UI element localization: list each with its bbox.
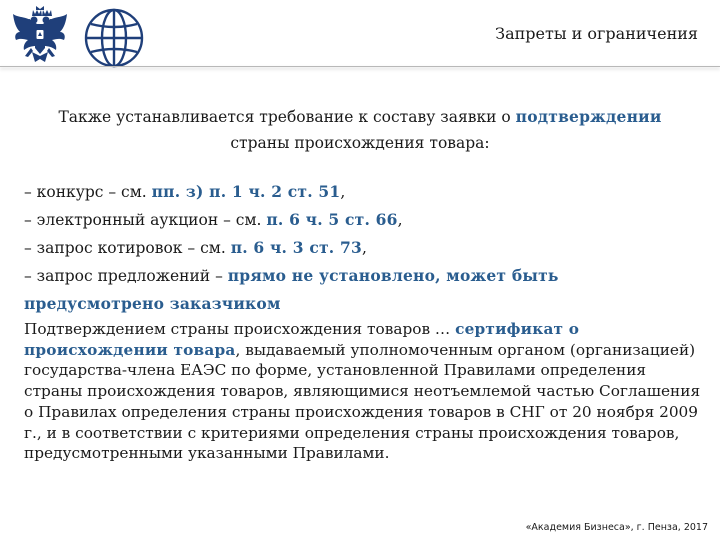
footer-caption: «Академия Бизнеса», г. Пенза, 2017: [525, 522, 708, 533]
list-item-label: – конкурс – см.: [24, 183, 152, 201]
list-item-label: – запрос котировок – см.: [24, 239, 231, 257]
definition-text-end: , выдаваемый уполномоченным органом (организацией) государства-члена ЕАЭС по форме, установленной Правилами определения страны происхождения товаров, являющимися неотъемлемой частью Соглашения о Правилах определения страны происхождения товаров в СНГ от 20 ноября 2009 г., и в соответствии с критериями определения страны происхождения товаров, предусмотренными указанными Правилами.: [24, 340, 701, 463]
intro-paragraph: [40, 104, 680, 156]
coat-of-arms-icon: [10, 6, 70, 70]
list-item: [24, 262, 704, 318]
list-item-label: – электронный аукцион – см.: [24, 211, 267, 229]
list-item: [24, 178, 704, 206]
intro-highlight: подтверждении: [515, 107, 662, 126]
definition-highlight: сертификат о происхождении товара: [24, 320, 580, 359]
intro-text-end: страны происхождения товара:: [230, 134, 490, 152]
list-item-punct: ,: [340, 183, 346, 201]
intro-text: Также устанавливается требование к составу заявки о: [58, 108, 516, 126]
list-item-reference: п. 6 ч. 3 ст. 73: [230, 238, 362, 257]
definition-paragraph: [24, 319, 704, 464]
list-item: [24, 234, 704, 262]
globe-icon: [82, 6, 146, 70]
page-title: Запреты и ограничения: [495, 24, 698, 43]
list-item-label: – запрос предложений –: [24, 267, 228, 285]
list-item-reference: пп. з) п. 1 ч. 2 ст. 51: [151, 182, 341, 201]
list-item-reference: п. 6 ч. 5 ст. 66: [266, 210, 398, 229]
list-item-punct: ,: [397, 211, 403, 229]
list-item-punct: ,: [361, 239, 367, 257]
header-divider: [0, 66, 720, 67]
definition-text: Подтверждением страны происхождения товаров …: [24, 320, 456, 338]
list-item: [24, 206, 704, 234]
list-item-reference: прямо не установлено, может быть предусмотрено заказчиком: [24, 266, 559, 313]
procedure-list: [24, 178, 704, 318]
